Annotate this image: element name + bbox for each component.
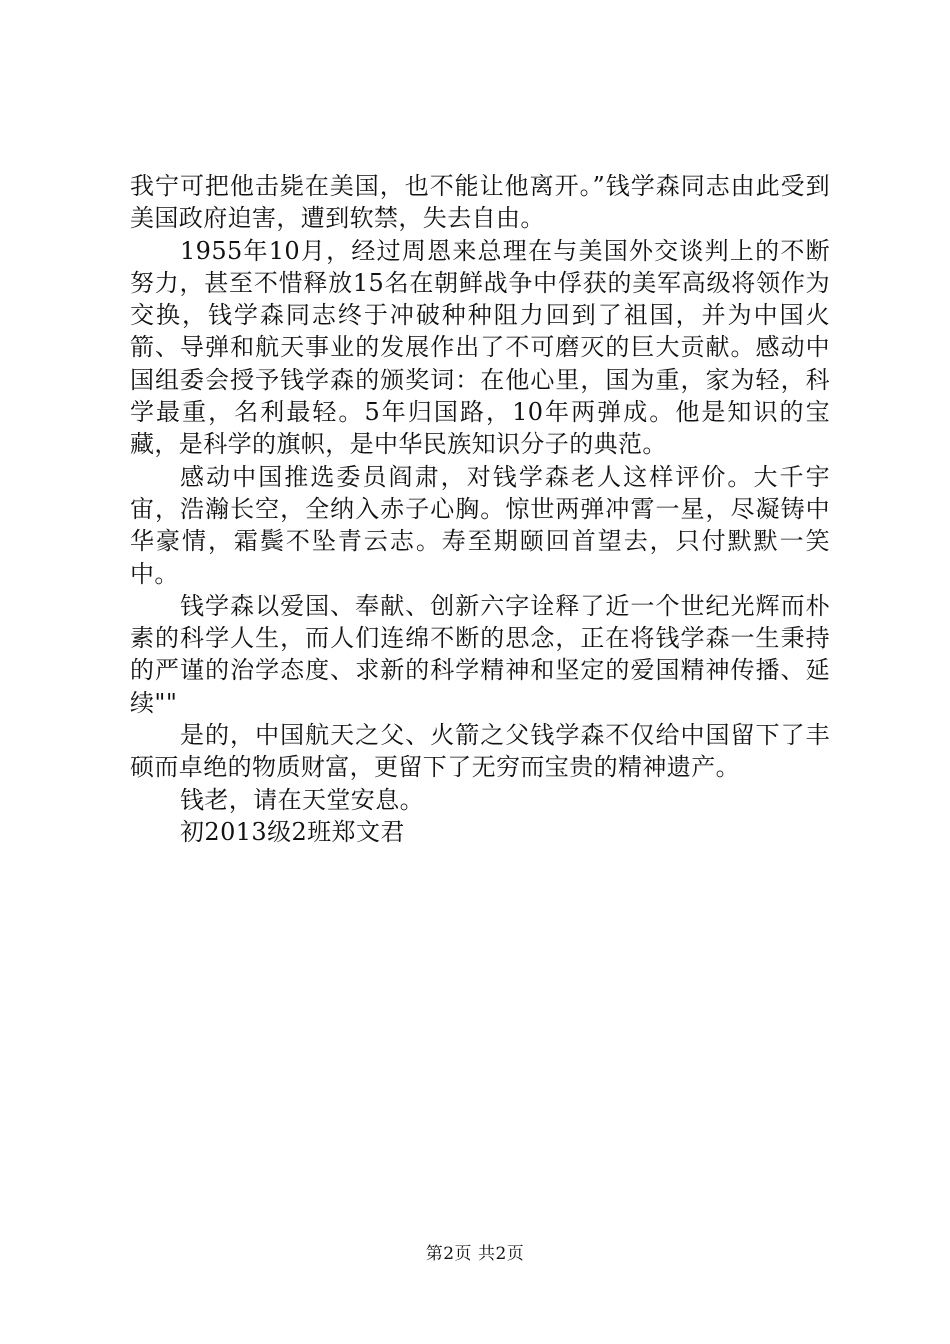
paragraph-continued: 我宁可把他击毙在美国，也不能让他离开。”钱学森同志由此受到美国政府迫害，遭到软禁，失去自由。: [130, 172, 830, 233]
paragraph-evaluation: 感动中国推选委员阎肃，对钱学森老人这样评价。大千宇宙，浩瀚长空，全纳入赤子心胸。惊世两弹冲霄一星，尽凝铸中华豪情，霜鬓不坠青云志。寿至期颐回首望去，只付默默一笑中。: [130, 462, 830, 588]
document-body: [130, 170, 830, 848]
paragraph-farewell: 钱老，请在天堂安息。: [180, 785, 424, 814]
paragraph-spiritual-heritage: 是的，中国航天之父、火箭之父钱学森不仅给中国留下了丰硕而卓绝的物质财富，更留下了无穷而宝贵的精神遗产。: [130, 721, 830, 782]
paragraph-return-to-china: 1955年10月，经过周恩来总理在与美国外交谈判上的不断努力，甚至不惜释放15名在朝鲜战争中俘获的美军高级将领作为交换，钱学森同志终于冲破种种阻力回到了祖国，并为中国火箭、导弹和航天事业的发展作出了不可磨灭的巨大贡献。感动中国组委会授予钱学森的颁奖词：在他心里，国为重，家为轻，科学最重，名利最轻。5年归国路，10年两弹成。他是知识的宝藏，是科学的旗帜，是中华民族知识分子的典范。: [130, 236, 830, 459]
page-number-footer: 第2页 共2页: [425, 1244, 525, 1264]
author-signature: 初2013级2班郑文君: [180, 817, 405, 846]
paragraph-legacy: 钱学森以爱国、奉献、创新六字诠释了近一个世纪光辉而朴素的科学人生，而人们连绵不断的思念，正在将钱学森一生秉持的严谨的治学态度、求新的科学精神和坚定的爱国精神传播、延续"": [130, 591, 830, 717]
